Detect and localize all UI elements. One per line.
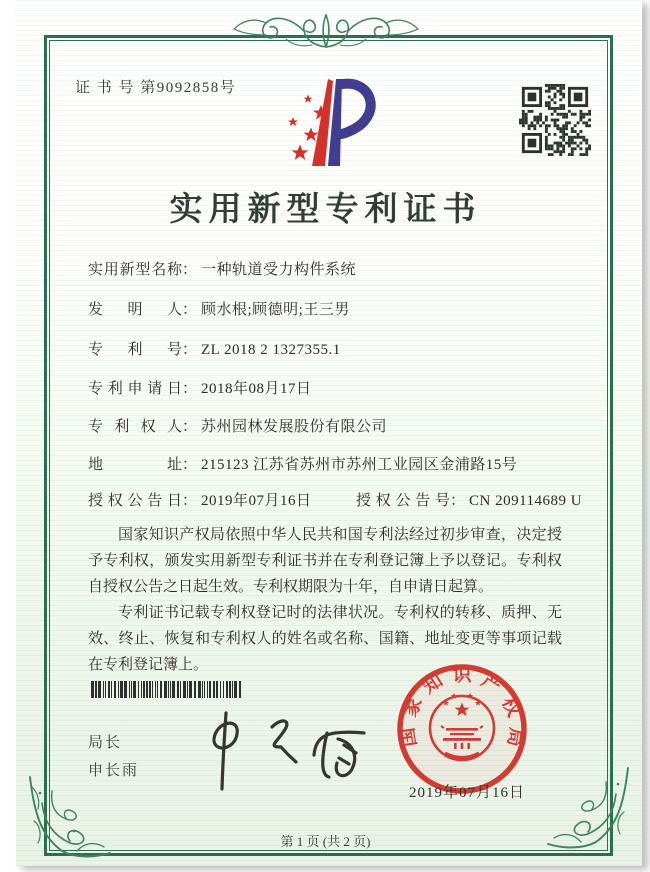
field-label: 发明人 bbox=[88, 302, 182, 318]
field-colon: ： bbox=[182, 302, 198, 318]
field-label: 授权公告日 bbox=[88, 493, 182, 509]
field-colon: ： bbox=[182, 342, 198, 358]
field-colon: ： bbox=[182, 457, 198, 473]
seal-text: 国家知识产权局 bbox=[397, 664, 527, 749]
field-label: 专利申请日 bbox=[88, 381, 182, 397]
field-colon: ： bbox=[182, 419, 198, 435]
officer-signature-icon bbox=[186, 697, 376, 797]
field-label: 授权公告号 bbox=[356, 493, 450, 509]
field-row-patent-no bbox=[88, 338, 588, 360]
barcode-icon bbox=[90, 681, 248, 698]
field-row-patentee bbox=[88, 415, 588, 437]
field-value: 2018年08月17日 bbox=[201, 381, 312, 397]
field-row-name bbox=[88, 258, 588, 280]
field-row-grant bbox=[88, 489, 588, 511]
field-colon: ： bbox=[182, 262, 198, 278]
field-row-filing-date bbox=[88, 377, 588, 399]
officer-title: 局长 bbox=[88, 735, 123, 751]
field-label: 实用新型名称 bbox=[88, 262, 182, 278]
field-value: 一种轨道受力构件系统 bbox=[201, 262, 357, 278]
field-label: 地址 bbox=[88, 457, 182, 473]
cnipa-logo-icon bbox=[272, 76, 392, 172]
qr-code-icon bbox=[519, 84, 591, 156]
field-value: ZL 2018 2 1327355.1 bbox=[201, 342, 341, 358]
field-colon: ： bbox=[182, 381, 198, 397]
field-value: CN 209114689 U bbox=[469, 493, 583, 509]
legal-paragraph-2: 专利证书记载专利权登记时的法律状况。专利权的转移、质押、无效、终止、恢复和专利权人的姓名或名称、国籍、地址变更等事项记载在专利登记簿上。 bbox=[88, 605, 562, 673]
page-number: 第 1 页 (共 2 页) bbox=[280, 834, 371, 849]
legal-paragraph-1: 国家知识产权局依照中华人民共和国专利法经过初步审查，决定授予专利权，颁发实用新型专利证书并在专利登记簿上予以登记。专利权自授权公告之日起生效。专利权期限为十年，自申请日起算。 bbox=[88, 527, 562, 595]
top-scroll-ornament-icon bbox=[226, 5, 426, 51]
field-value: 2019年07月16日 bbox=[201, 493, 312, 509]
certificate-number: 证 书 号 第9092858号 bbox=[75, 80, 237, 96]
field-label: 专利权人 bbox=[88, 419, 182, 435]
field-grant-no bbox=[356, 489, 582, 510]
field-row-inventors bbox=[88, 298, 588, 320]
field-colon: ： bbox=[182, 493, 198, 509]
certificate-sheet bbox=[16, 0, 642, 866]
certificate-title: 实用新型专利证书 bbox=[169, 192, 482, 228]
field-label: 专利号 bbox=[88, 342, 182, 358]
field-value: 顾水根;顾德明;王三男 bbox=[201, 302, 350, 318]
field-value: 苏州园林发展股份有限公司 bbox=[201, 419, 388, 435]
field-colon: ： bbox=[450, 493, 466, 509]
seal-date: 2019年07月16日 bbox=[408, 785, 525, 801]
field-row-address bbox=[88, 453, 588, 475]
field-value: 215123 江苏省苏州市苏州工业园区金浦路15号 bbox=[201, 457, 518, 473]
officer-name: 申长雨 bbox=[88, 763, 140, 779]
